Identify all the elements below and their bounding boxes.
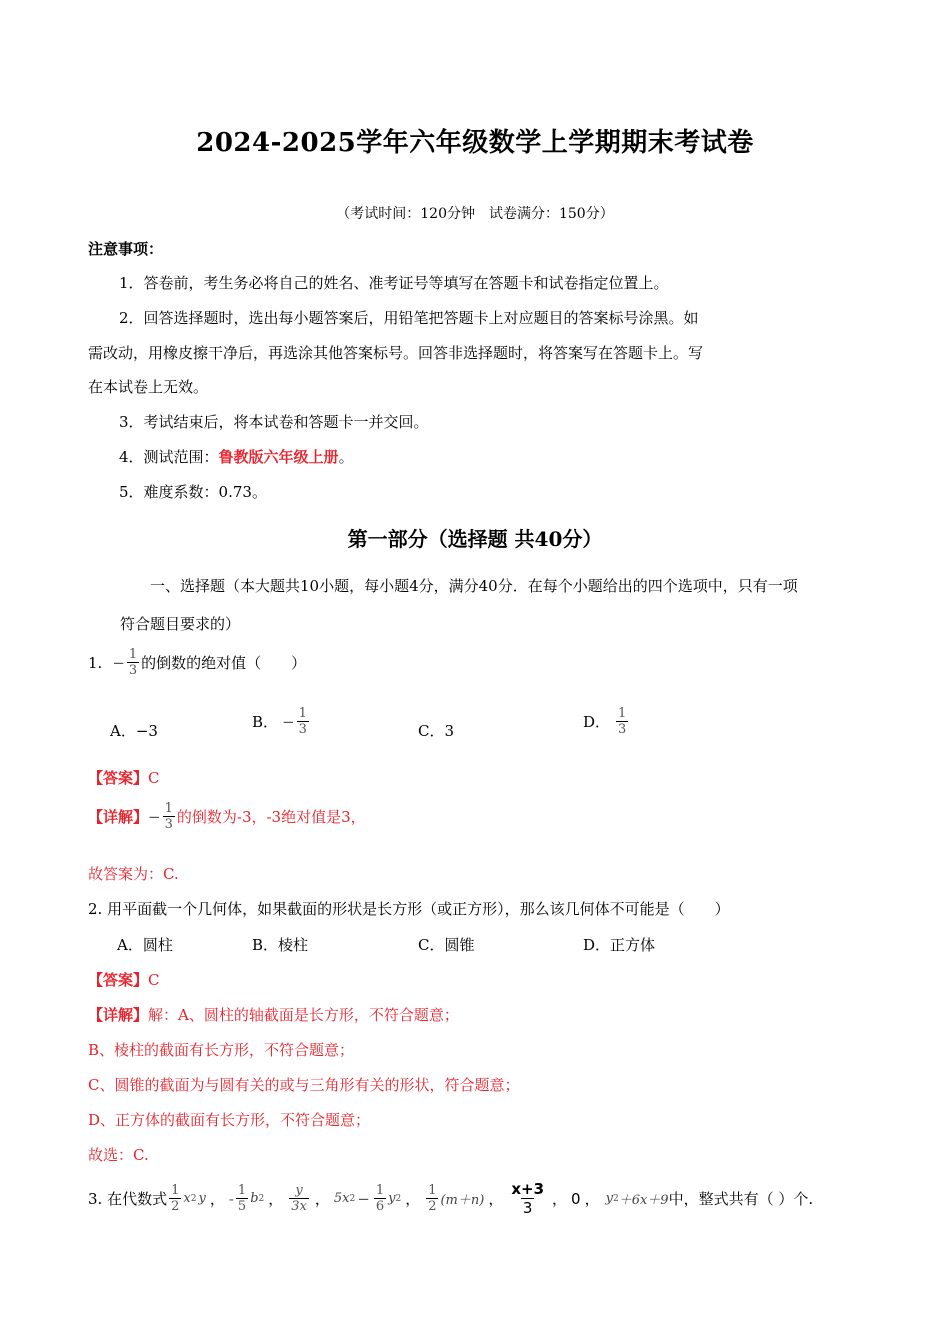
notice-item-4-prefix: 4．测试范围： [119, 448, 219, 466]
fraction-numerator: x+3 [511, 1180, 545, 1198]
q1-option-d [583, 706, 630, 737]
q2-detail-line-1 [88, 1004, 459, 1025]
fraction-numerator: 1 [164, 801, 173, 816]
fraction-numerator: 1 [237, 1183, 247, 1198]
notice-item-2-line-3: 在本试卷上无效。 [88, 378, 209, 396]
expr-8-exponent: 2 [612, 1193, 619, 1204]
part-1-title: 第一部分（选择题 共40分） [347, 527, 603, 551]
detail-text: 的倒数为-3，-3绝对值是3， [176, 808, 366, 826]
notice-item-5: 5．难度系数：0.73。 [119, 483, 267, 501]
q2-option-c: C．圆锥 [418, 936, 475, 954]
notice-item-2-line-1: 2．回答选择题时，选出每小题答案后，用铅笔把答题卡上对应题目的答案标号涂黑。如 [119, 309, 699, 327]
section-intro-line-2: 符合题目要求的） [120, 615, 241, 633]
question-text: 的倒数的绝对值（ ） [141, 654, 307, 672]
page-title: 2024-2025学年六年级数学上学期期末考试卷 [196, 128, 754, 158]
fraction-numerator: 1 [128, 647, 138, 662]
fraction [297, 706, 309, 737]
expr-8-rest: ＋6x＋9 [618, 1193, 669, 1208]
q1-option-a: A．−3 [110, 722, 158, 740]
q1-answer [88, 767, 160, 788]
notice-item-4 [119, 446, 354, 467]
question-2: 2. 用平面截一个几何体，如果截面的形状是长方形（或正方形），那么该几何体不可能是（ ） [88, 900, 730, 918]
q2-conclusion: 故选：C. [88, 1146, 149, 1164]
section-intro-line-1: 一、选择题（本大题共10小题，每小题4分，满分40分．在每个小题给出的四个选项中，只有一项 [150, 577, 798, 595]
question-suffix: 中，整式共有（ ）个. [668, 1190, 814, 1208]
question-1 [88, 647, 306, 678]
fraction-numerator: 1 [428, 1183, 437, 1198]
expr-4-minus: − [357, 1189, 370, 1208]
separator: ， [268, 1190, 284, 1208]
expr-4-exponent-1: 2 [349, 1193, 356, 1204]
expr-2-fraction [236, 1183, 248, 1214]
notice-item-4-suffix: 。 [338, 448, 354, 466]
expr-2-exponent: 2 [258, 1193, 265, 1204]
fraction-denominator: 3 [298, 722, 307, 737]
notice-item-3: 3．考试结束后，将本试卷和答题卡一并交回。 [119, 413, 429, 431]
question-3 [88, 1180, 813, 1217]
notice-heading: 注意事项： [88, 240, 164, 258]
q2-detail-line-2: B、棱柱的截面有长方形，不符合题意； [88, 1041, 355, 1059]
option-label: B． [252, 713, 279, 731]
expr-4-fraction [374, 1183, 386, 1214]
separator: ， [488, 1190, 504, 1208]
notice-item-2-line-2: 需改动，用橡皮擦干净后，再选涂其他答案标号。回答非选择题时，将答案写在答题卡上。写 [88, 344, 704, 362]
expr-3-fraction [289, 1183, 309, 1214]
fraction-denominator: 3 [164, 817, 173, 832]
fraction-numerator: 1 [375, 1183, 385, 1198]
q2-detail-line-4: D、正方体的截面有长方形，不符合题意； [88, 1111, 371, 1129]
answer-value: C [148, 971, 160, 989]
expr-6-fraction [509, 1180, 546, 1217]
q1-option-c: C．3 [418, 722, 455, 740]
expr-4-exponent-2: 2 [395, 1193, 402, 1204]
expr-7: 0 [571, 1189, 581, 1208]
exam-info: （考试时间：120分钟 试卷满分：150分） [336, 206, 614, 222]
expr-5-fraction [426, 1183, 438, 1214]
answer-value: C [148, 769, 160, 787]
fraction-numerator: y [295, 1183, 303, 1198]
test-scope: 鲁教版六年级上册 [218, 448, 339, 466]
fraction-denominator: 2 [428, 1199, 437, 1214]
fraction-denominator: 3 [522, 1199, 533, 1217]
q2-option-a: A．圆柱 [117, 936, 173, 954]
answer-label: 【答案】 [88, 971, 149, 989]
separator: ， [314, 1190, 330, 1208]
fraction-denominator: 3 [128, 663, 138, 678]
minus-sign: − [148, 807, 161, 826]
detail-label: 【详解】 [88, 808, 149, 826]
expr-4-var: y [388, 1191, 396, 1206]
expr-1-var-2: y [198, 1191, 206, 1206]
q2-detail-line-3: C、圆锥的截面为与圆有关的或与三角形有关的形状，符合题意； [88, 1076, 520, 1094]
separator: ， [405, 1190, 421, 1208]
q1-conclusion: 故答案为：C. [88, 865, 179, 883]
fraction [127, 647, 139, 678]
expr-1-exponent: 2 [190, 1193, 197, 1204]
fraction-numerator: 1 [298, 706, 307, 721]
expr-1-var: x [183, 1191, 191, 1206]
detail-label: 【详解】 [88, 1006, 149, 1024]
fraction-denominator: 3 [618, 722, 627, 737]
fraction [163, 801, 175, 832]
fraction-numerator: 1 [171, 1183, 180, 1198]
fraction-denominator: 5 [237, 1199, 247, 1214]
fraction-numerator: 1 [618, 706, 627, 721]
notice-item-1: 1．答卷前，考生务必将自己的姓名、准考证号等填写在答题卡和试卷指定位置上。 [119, 274, 669, 292]
detail-text: 解：A、圆柱的轴截面是长方形，不符合题意； [148, 1006, 459, 1024]
separator: ， [584, 1190, 600, 1208]
q2-option-d: D．正方体 [583, 936, 656, 954]
fraction-denominator: 6 [375, 1199, 385, 1214]
minus-sign: − [282, 712, 295, 731]
answer-label: 【答案】 [88, 769, 149, 787]
expr-2-var: b [250, 1191, 259, 1206]
fraction-denominator: 2 [171, 1199, 180, 1214]
option-label: D． [583, 713, 611, 731]
expr-5-paren: (m＋n) [440, 1193, 485, 1208]
fraction-denominator: 3x [291, 1199, 307, 1214]
question-prefix: 3. 在代数式 [88, 1190, 168, 1208]
expr-8-var: y [605, 1191, 613, 1206]
minus-sign: − [112, 653, 125, 672]
fraction [616, 706, 628, 737]
separator: ， [209, 1190, 225, 1208]
separator: ， [552, 1190, 568, 1208]
q2-option-b: B．棱柱 [252, 936, 309, 954]
q1-option-b [252, 706, 311, 737]
expr-1-fraction [169, 1183, 181, 1214]
expr-2-neg: - [228, 1189, 234, 1208]
q2-answer [88, 969, 160, 990]
expr-4-term: 5x [333, 1191, 350, 1206]
question-number: 1. [88, 653, 103, 672]
q1-detail [88, 801, 366, 832]
